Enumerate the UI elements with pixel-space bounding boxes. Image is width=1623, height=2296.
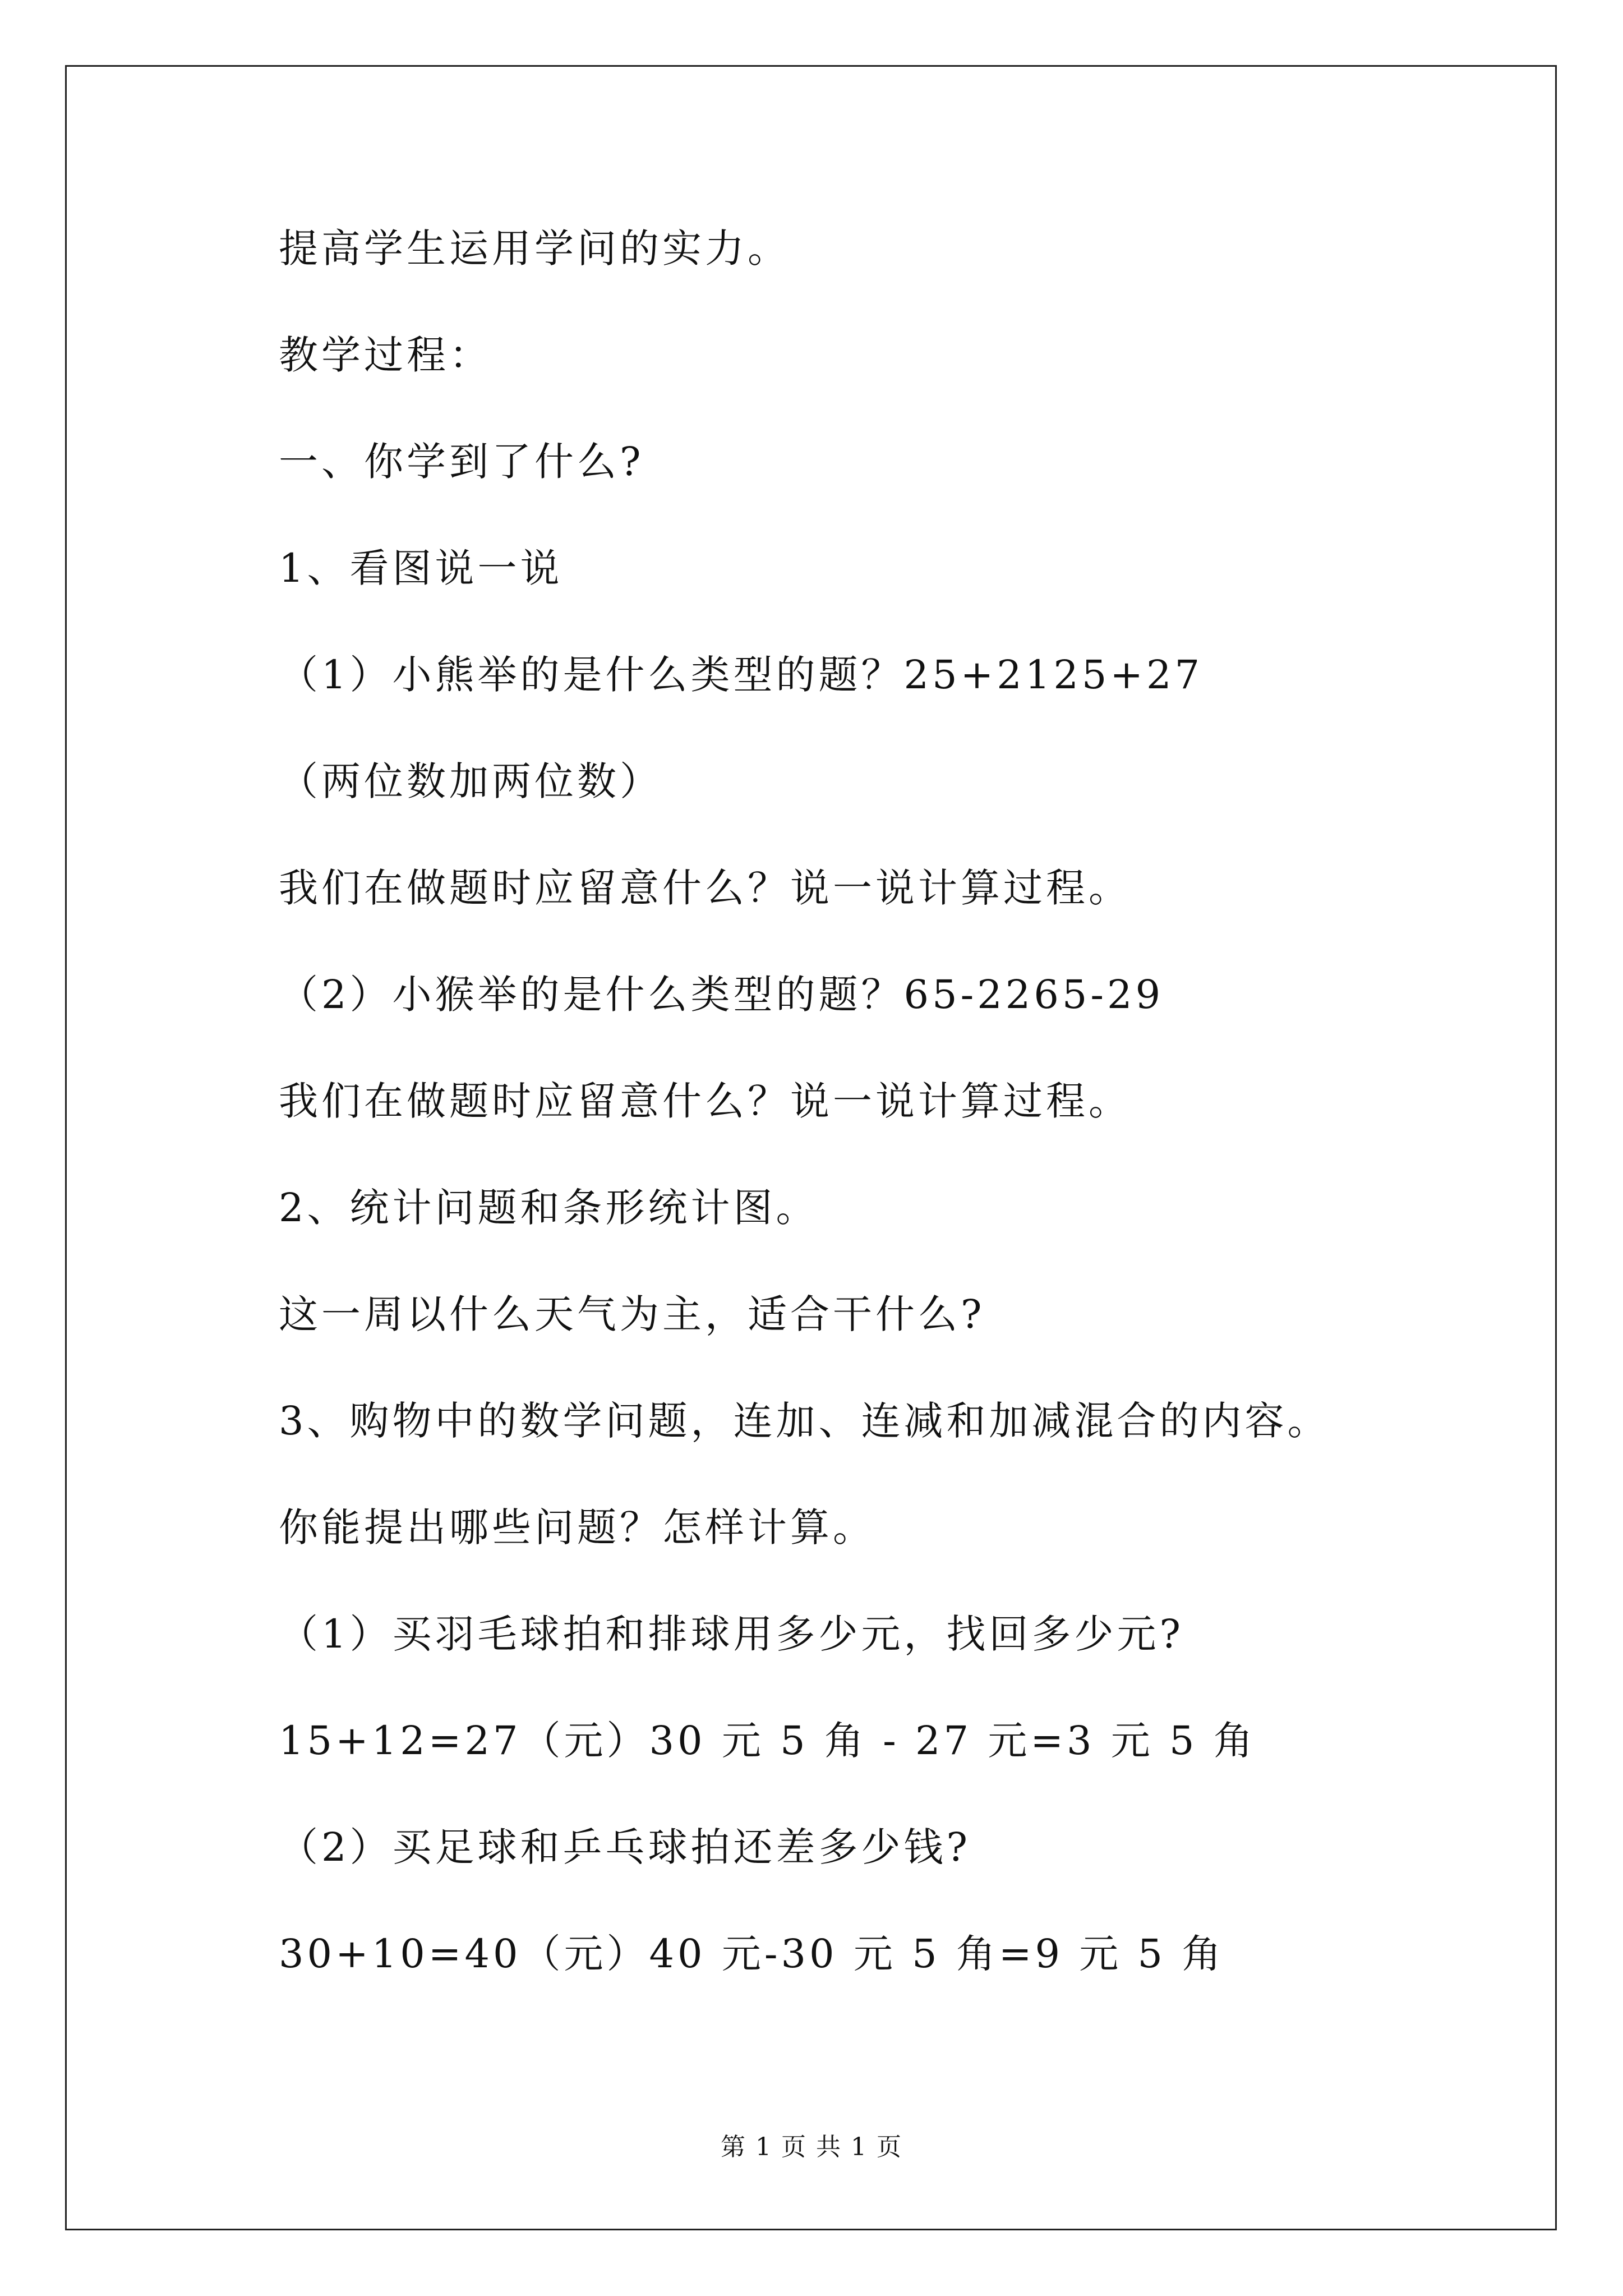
text-line: 3、购物中的数学问题，连加、连减和加减混合的内容。 [279, 1398, 1330, 1444]
text-line: 1、看图说一说 [279, 545, 563, 591]
text-line: 一、你学到了什么? [279, 439, 644, 485]
text-line: 你能提出哪些问题？怎样计算。 [279, 1504, 875, 1550]
text-line: 教学过程： [279, 332, 492, 378]
text-line: （两位数加两位数） [279, 758, 662, 804]
text-line: （1）买羽毛球拍和排球用多少元，找回多少元? [279, 1611, 1184, 1657]
text-line: （2）小猴举的是什么类型的题？65-2265-29 [279, 972, 1164, 1018]
text-line: 15+12=27（元）30 元 5 角 - 27 元=3 元 5 角 [279, 1718, 1256, 1764]
text-line: 提高学生运用学问的实力。 [279, 226, 790, 272]
page-border [65, 65, 1557, 2230]
page-footer: 第 1 页 共 1 页 [721, 2133, 902, 2161]
text-line: 2、统计问题和条形统计图。 [279, 1185, 819, 1231]
text-line: 30+10=40（元）40 元-30 元 5 角=9 元 5 角 [279, 1931, 1225, 1977]
text-line: 我们在做题时应留意什么？说一说计算过程。 [279, 1078, 1131, 1124]
text-line: 这一周以什么天气为主，适合干什么? [279, 1291, 985, 1337]
text-line: （2）买足球和乒乓球拍还差多少钱? [279, 1824, 971, 1870]
text-line: （1）小熊举的是什么类型的题？25+2125+27 [279, 652, 1204, 698]
text-line: 我们在做题时应留意什么？说一说计算过程。 [279, 865, 1131, 911]
